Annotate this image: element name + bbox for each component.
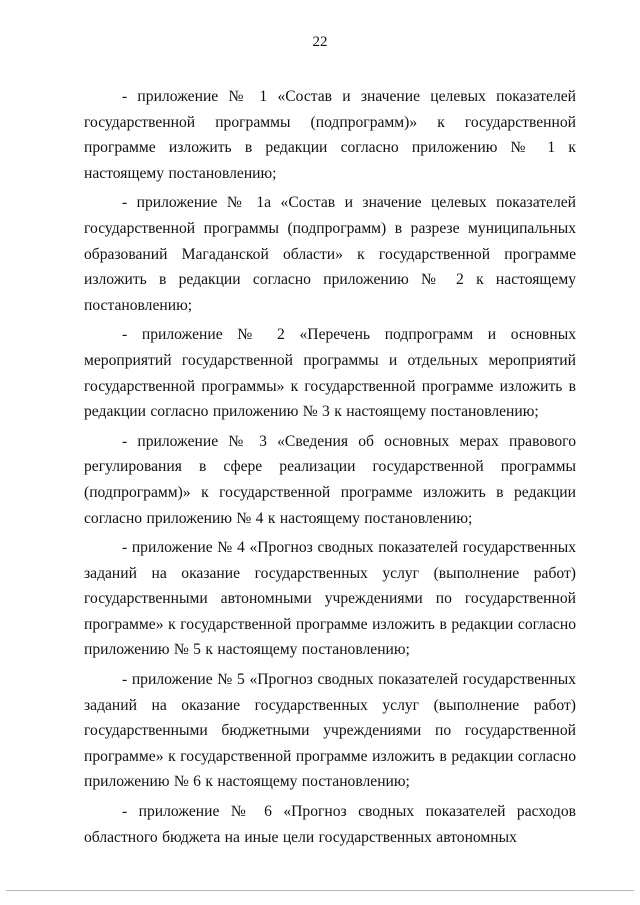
paragraph-appendix-1a: - приложение № 1а «Состав и значение целевых показателей государственной программы (подпрограмм) в разрезе муниципальных образований Магаданской области» к государственной программе изложить в редакции согласно приложению № 2 к настоящему постановлению;	[84, 194, 576, 314]
paragraph-appendix-3: - приложение № 3 «Сведения об основных мерах правового регулирования в сфере реализации государственной программы (подпрограмм)» к государственной программе изложить в редакции согласно приложению № 4 к настоящему постановлению;	[84, 432, 576, 527]
paragraph-appendix-2: - приложение № 2 «Перечень подпрограмм и основных мероприятий государственной программы и отдельных мероприятий государственной программы» к государственной программе изложить в редакции согласно приложению № 3 к настоящему постановлению;	[84, 326, 576, 421]
page-bottom-rule	[6, 890, 634, 891]
page-number: 22	[312, 34, 328, 50]
paragraph-appendix-5: - приложение № 5 «Прогноз сводных показателей государственных заданий на оказание государственных услуг (выполнение работ) государственными бюджетными учреждениями по государственной программе» к государственной программе изложить в редакции согласно приложению № 6 к настоящему постановлению;	[84, 671, 576, 791]
paragraph-appendix-4: - приложение № 4 «Прогноз сводных показателей государственных заданий на оказание государственных услуг (выполнение работ) государственными автономными учреждениями по государственной программе» к государственной программе изложить в редакции согласно приложению № 5 к настоящему постановлению;	[84, 539, 576, 659]
document-body	[84, 84, 576, 854]
paragraph-appendix-6: - приложение № 6 «Прогноз сводных показателей расходов областного бюджета на иные цели государственных автономных	[84, 803, 576, 846]
paragraph-appendix-1: - приложение № 1 «Состав и значение целевых показателей государственной программы (подпрограмм)» к государственной программе изложить в редакции согласно приложению № 1 к настоящему постановлению;	[84, 88, 576, 182]
